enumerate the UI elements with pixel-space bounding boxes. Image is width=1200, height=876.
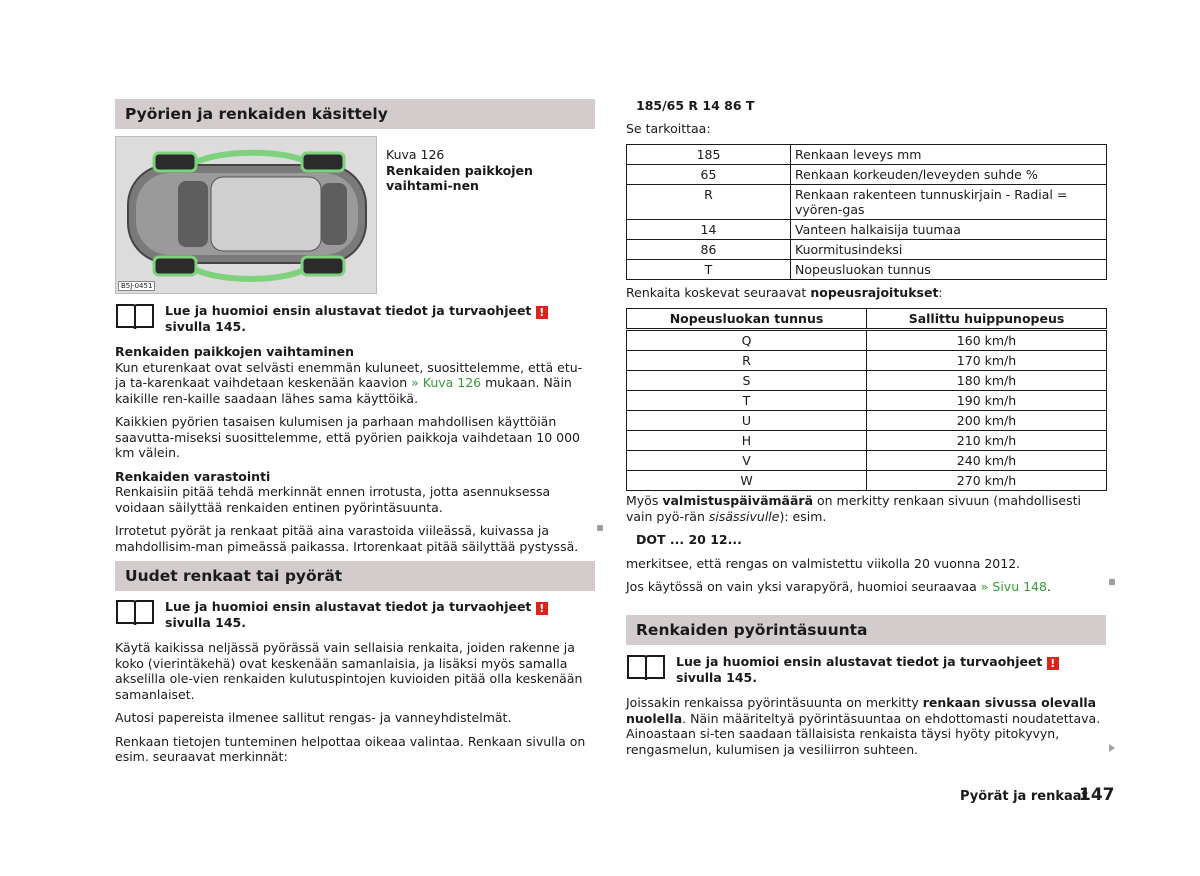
table-cell: 210 km/h (867, 431, 1107, 451)
figure-tire-rotation (115, 136, 377, 294)
table-row (627, 260, 1107, 280)
table-cell: 86 (627, 240, 791, 260)
warning-exclamation-icon: ! (536, 602, 548, 615)
table-cell: 170 km/h (867, 351, 1107, 371)
text: Myös (626, 493, 659, 508)
paragraph-rotation-direction (626, 695, 1107, 757)
table-cell: Q (627, 330, 867, 351)
table-cell: Nopeusluokan tunnus (791, 260, 1107, 280)
paragraph-spare-wheel (626, 579, 1107, 595)
table-row (627, 471, 1107, 491)
table-cell: H (627, 431, 867, 451)
page-number: 147 (1079, 785, 1115, 805)
figure-caption: Renkaiden paikkojen vaihtami-nen (386, 162, 533, 193)
text: . Näin määriteltyä pyörintäsuuntaa on ehdottomasti noudatettava. Ainoastaan si-ten saadaan tällaisista renkaista täysi hyöty pitokyvyn, rengasmelun, kulumisen ja vesiliirron suhteen. (626, 710, 1101, 757)
section-heading-rotation-direction: Renkaiden pyörintäsuunta (626, 615, 1106, 645)
table-cell: R (627, 185, 791, 220)
warning-text-1 (165, 301, 595, 335)
text: Joissakin renkaissa pyörintäsuunta on merkitty (626, 695, 919, 710)
figure-code: B5J-0451 (118, 281, 155, 291)
column-header: Nopeusluokan tunnus (627, 309, 867, 330)
table-row (627, 145, 1107, 165)
table-row (627, 371, 1107, 391)
subheading-rotation: Renkaiden paikkojen vaihtaminen (115, 344, 355, 359)
table-cell: W (627, 471, 867, 491)
paragraph-rotation-1 (115, 360, 595, 407)
warning-page-ref[interactable]: sivulla 145. (165, 615, 246, 630)
table-row (627, 240, 1107, 260)
paragraph-rotation-2: Kaikkien pyörien tasaisen kulumisen ja parhaan mahdollisen käyttöiän saavutta-miseksi suosittelemme, että pyörien paikkoja vaihdetaan 10 000 km välein. (115, 414, 580, 460)
warning-text: Lue ja huomioi ensin alustavat tiedot ja turvaohjeet (676, 654, 1043, 669)
table-cell: T (627, 260, 791, 280)
table-row (627, 431, 1107, 451)
warning-page-ref[interactable]: sivulla 145. (165, 319, 246, 334)
text: : (938, 285, 943, 300)
paragraph-new-tires-3: Renkaan tietojen tunteminen helpottaa oikeaa valintaa. Renkaan sivulla on esim. seuraavat merkinnät: (115, 733, 586, 764)
book-icon (115, 597, 155, 627)
footer-section-title: Pyörät ja renkaat (960, 789, 1088, 804)
paragraph-storage-1: Renkaisiin pitää tehdä merkinnät ennen irrotusta, jotta asennuksessa voidaan säilyttää renkaiden entinen pyörintäsuunta. (115, 484, 551, 515)
text: Renkaita koskevat seuraavat (626, 285, 807, 300)
table-cell: U (627, 411, 867, 431)
speed-class-table (626, 308, 1107, 491)
warning-page-ref[interactable]: sivulla 145. (676, 670, 757, 685)
table-cell: V (627, 451, 867, 471)
table-cell: 240 km/h (867, 451, 1107, 471)
paragraph-manufacture-date (626, 493, 1107, 524)
table-cell: R (627, 351, 867, 371)
text: on merkitty renkaan sivuun (mahdollisesti vain pyö-rän (626, 493, 1081, 524)
table-cell: 190 km/h (867, 391, 1107, 411)
table-cell: 185 (627, 145, 791, 165)
paragraph-dot-meaning: merkitsee, että rengas on valmistettu viikolla 20 vuonna 2012. (626, 555, 1021, 571)
table-cell: 160 km/h (867, 330, 1107, 351)
warning-notice-1 (115, 301, 595, 335)
table-cell: T (627, 391, 867, 411)
table-row (627, 330, 1107, 351)
book-icon (626, 652, 666, 682)
table-cell: 200 km/h (867, 411, 1107, 431)
table-header-row (627, 309, 1107, 330)
warning-notice-3 (626, 652, 1107, 686)
column-header: Sallittu huippunopeus (867, 309, 1107, 330)
text-bold: valmistuspäivämäärä (662, 493, 814, 508)
warning-notice-2 (115, 597, 595, 631)
paragraph-new-tires-2: Autosi papereista ilmenee sallitut rengas- ja vanneyhdistelmät. (115, 710, 512, 725)
table-cell: S (627, 371, 867, 391)
table-row (627, 165, 1107, 185)
continue-arrow-icon (1109, 744, 1115, 752)
table-cell: 270 km/h (867, 471, 1107, 491)
section-end-marker (1109, 579, 1115, 585)
text-bold: renkaan sivussa olevalla nuolella (626, 695, 1097, 726)
figure-label: Kuva 126 (386, 147, 445, 162)
subheading-storage: Renkaiden varastointi (115, 468, 271, 484)
table-cell: Renkaan leveys mm (791, 145, 1107, 165)
right-body-1 (626, 493, 1107, 595)
tire-code-example: 185/65 R 14 86 T (636, 98, 755, 113)
section-heading-new-tires: Uudet renkaat tai pyörät (115, 561, 595, 591)
figure-link[interactable]: » Kuva 126 (411, 375, 482, 390)
warning-exclamation-icon: ! (536, 306, 548, 319)
text: Kun eturenkaat ovat selvästi enemmän kuluneet, suosittelemme, että etu- ja ta-karenkaat vaihdetaan keskenään kaavion (115, 359, 583, 390)
page-link[interactable]: » Sivu 148 (980, 579, 1047, 594)
text-italic: sisässivulle (708, 508, 780, 524)
tire-code-table (626, 144, 1107, 280)
table-row (627, 411, 1107, 431)
text: . (1046, 579, 1051, 594)
figure-caption-block (386, 147, 586, 194)
paragraph-storage-2: Irrotetut pyörät ja renkaat pitää aina varastoida viileässä, kuivassa ja mahdollisim-man pimeässä paikassa. Irtorenkaat pitää säilyttää pystyssä. (115, 523, 579, 554)
book-icon (115, 301, 155, 331)
warning-exclamation-icon: ! (1047, 657, 1059, 670)
warning-text: Lue ja huomioi ensin alustavat tiedot ja turvaohjeet (165, 303, 532, 318)
table-row (627, 220, 1107, 240)
table-row (627, 185, 1107, 220)
text-bold: nopeusrajoitukset (810, 285, 939, 300)
means-label: Se tarkoittaa: (626, 121, 711, 136)
table-row (627, 391, 1107, 411)
paragraph-new-tires-1: Käytä kaikissa neljässä pyörässä vain sellaisia renkaita, joiden rakenne ja koko (vierintäkehä) ovat keskenään samanlaisia, ja lisäksi myös samalla akselilla ole-vien renkaiden kulutuspintojen kuvioiden pitää olla keskenään samanlaiset. (115, 640, 583, 702)
car-top-view-illustration (116, 137, 376, 293)
section-heading-tire-handling: Pyörien ja renkaiden käsittely (115, 99, 595, 129)
table-cell: 14 (627, 220, 791, 240)
warning-text-2 (165, 597, 595, 631)
table-cell: Kuormitusindeksi (791, 240, 1107, 260)
speed-limits-intro (626, 285, 943, 301)
text: mukaan. Näin kaikille ren-kaille saadaan lähes sama käyttöikä. (115, 375, 572, 406)
table-cell: Renkaan rakenteen tunnuskirjain - Radial = vyören-gas (791, 185, 1107, 220)
left-body-2 (115, 640, 595, 765)
warning-text-3 (676, 652, 1107, 686)
table-row (627, 451, 1107, 471)
table-row (627, 351, 1107, 371)
dot-code-example: DOT ... 20 12... (636, 532, 742, 547)
section-end-marker (597, 525, 603, 531)
right-body-2 (626, 695, 1107, 757)
table-cell: 65 (627, 165, 791, 185)
table-cell: 180 km/h (867, 371, 1107, 391)
text: ): esim. (779, 508, 827, 524)
warning-text: Lue ja huomioi ensin alustavat tiedot ja turvaohjeet (165, 599, 532, 614)
table-cell: Vanteen halkaisija tuumaa (791, 220, 1107, 240)
table-cell: Renkaan korkeuden/leveyden suhde % (791, 165, 1107, 185)
text: Jos käytössä on vain yksi varapyörä, huomioi seuraavaa (626, 579, 977, 594)
left-body-1 (115, 344, 595, 554)
